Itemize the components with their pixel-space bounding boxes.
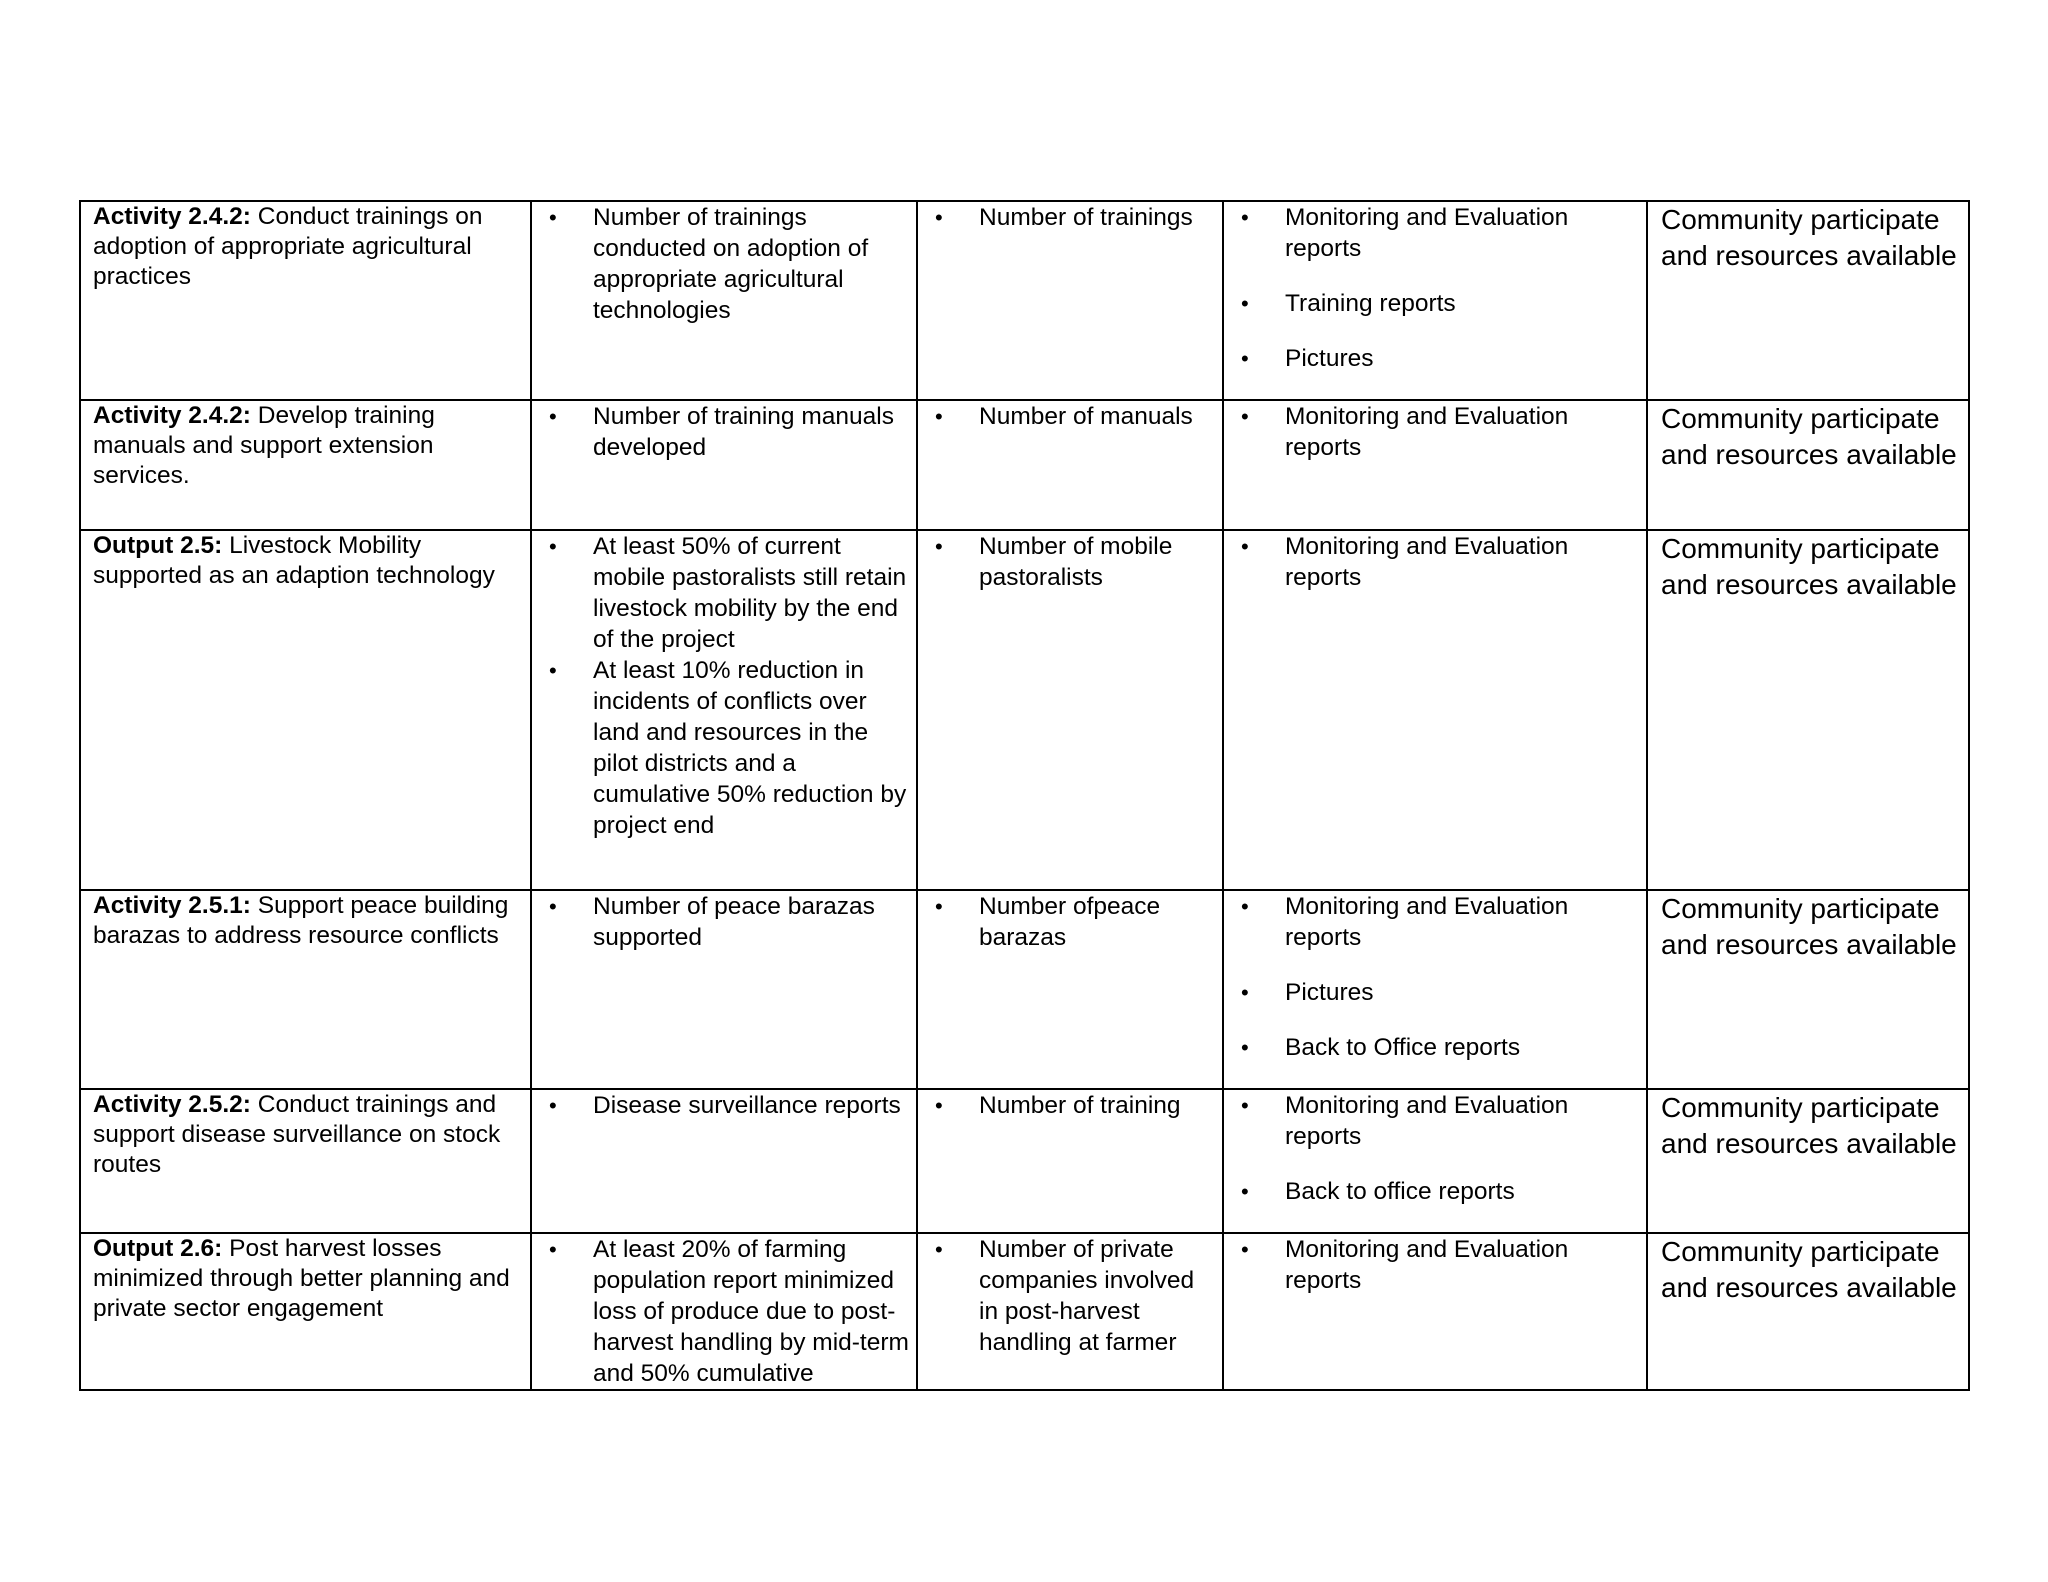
assumption-text: Community participate and resources available	[1661, 1236, 1957, 1303]
verification-item: • Back to Office reports	[1224, 1032, 1646, 1063]
indicator-cell	[531, 1089, 917, 1233]
verification-cell	[1223, 1233, 1647, 1390]
baseline-item: • Number of private companies involved in post-harvest handling at farmer	[918, 1234, 1222, 1358]
verification-cell	[1223, 1089, 1647, 1233]
indicator-item: • At least 20% of farming population report minimized loss of produce due to post-harvest handling by mid-term and 50% cumulative	[532, 1234, 916, 1389]
verification-item: • Monitoring and Evaluation reports	[1224, 891, 1646, 953]
activity-description: Conduct trainings on adoption of appropriate agricultural practices	[93, 203, 483, 290]
activity-label: Activity 2.5.1:	[93, 892, 251, 919]
baseline-item: • Number ofpeace barazas	[918, 891, 1222, 953]
indicator-item: • At least 50% of current mobile pastoralists still retain livestock mobility by the end of the project	[532, 531, 916, 655]
verification-item: • Pictures	[1224, 343, 1646, 374]
activity-cell	[80, 890, 531, 1089]
activity-description: Develop training manuals and support extension services.	[93, 402, 435, 489]
assumption-cell	[1647, 890, 1969, 1089]
table-row	[80, 400, 1969, 530]
baseline-cell	[917, 1233, 1223, 1390]
assumption-cell	[1647, 530, 1969, 890]
table-row	[80, 1233, 1969, 1390]
assumption-text: Community participate and resources available	[1661, 204, 1957, 271]
verification-item: • Back to office reports	[1224, 1176, 1646, 1207]
assumption-cell	[1647, 1233, 1969, 1390]
output-cell	[80, 530, 531, 890]
baseline-cell	[917, 890, 1223, 1089]
assumption-text: Community participate and resources available	[1661, 1092, 1957, 1159]
verification-item: • Pictures	[1224, 977, 1646, 1008]
assumption-text: Community participate and resources available	[1661, 533, 1957, 600]
indicator-item: • Number of trainings conducted on adoption of appropriate agricultural technologies	[532, 202, 916, 326]
indicator-cell	[531, 201, 917, 400]
assumption-cell	[1647, 201, 1969, 400]
verification-item: • Training reports	[1224, 288, 1646, 319]
verification-cell	[1223, 201, 1647, 400]
indicator-cell	[531, 1233, 917, 1390]
baseline-cell	[917, 201, 1223, 400]
indicator-cell	[531, 400, 917, 530]
activity-label: Activity 2.4.2:	[93, 402, 251, 429]
baseline-item: • Number of trainings	[918, 202, 1222, 233]
verification-cell	[1223, 530, 1647, 890]
verification-item: • Monitoring and Evaluation reports	[1224, 1090, 1646, 1152]
indicator-cell	[531, 530, 917, 890]
activity-description: Conduct trainings and support disease surveillance on stock routes	[93, 1091, 501, 1178]
assumption-text: Community participate and resources available	[1661, 403, 1957, 470]
baseline-item: • Number of manuals	[918, 401, 1222, 432]
verification-item: • Monitoring and Evaluation reports	[1224, 1234, 1646, 1296]
assumption-text: Community participate and resources available	[1661, 893, 1957, 960]
output-cell	[80, 1233, 531, 1390]
baseline-item: • Number of mobile pastoralists	[918, 531, 1222, 593]
assumption-cell	[1647, 1089, 1969, 1233]
output-description: Livestock Mobility supported as an adaption technology	[93, 532, 495, 589]
activity-cell	[80, 201, 531, 400]
indicator-item: • Number of training manuals developed	[532, 401, 916, 463]
baseline-cell	[917, 400, 1223, 530]
activity-description: Support peace building barazas to address resource conflicts	[93, 892, 509, 949]
baseline-cell	[917, 1089, 1223, 1233]
logframe-table	[79, 200, 1970, 1391]
activity-cell	[80, 1089, 531, 1233]
verification-cell	[1223, 890, 1647, 1089]
table-row	[80, 201, 1969, 400]
verification-cell	[1223, 400, 1647, 530]
indicator-cell	[531, 890, 917, 1089]
output-label: Output 2.6:	[93, 1235, 223, 1262]
indicator-item: • Disease surveillance reports	[532, 1090, 916, 1121]
output-description: Post harvest losses minimized through better planning and private sector engagement	[93, 1235, 510, 1322]
assumption-cell	[1647, 400, 1969, 530]
verification-item: • Monitoring and Evaluation reports	[1224, 202, 1646, 264]
baseline-cell	[917, 530, 1223, 890]
baseline-item: • Number of training	[918, 1090, 1222, 1121]
activity-label: Activity 2.5.2:	[93, 1091, 251, 1118]
verification-item: • Monitoring and Evaluation reports	[1224, 531, 1646, 593]
activity-label: Activity 2.4.2:	[93, 203, 251, 230]
table-row	[80, 890, 1969, 1089]
table-row	[80, 530, 1969, 890]
indicator-item: • Number of peace barazas supported	[532, 891, 916, 953]
indicator-item: • At least 10% reduction in incidents of conflicts over land and resources in the pilot districts and a cumulative 50% reduction by project end	[532, 655, 916, 841]
output-label: Output 2.5:	[93, 532, 223, 559]
verification-item: • Monitoring and Evaluation reports	[1224, 401, 1646, 463]
activity-cell	[80, 400, 531, 530]
table-row	[80, 1089, 1969, 1233]
